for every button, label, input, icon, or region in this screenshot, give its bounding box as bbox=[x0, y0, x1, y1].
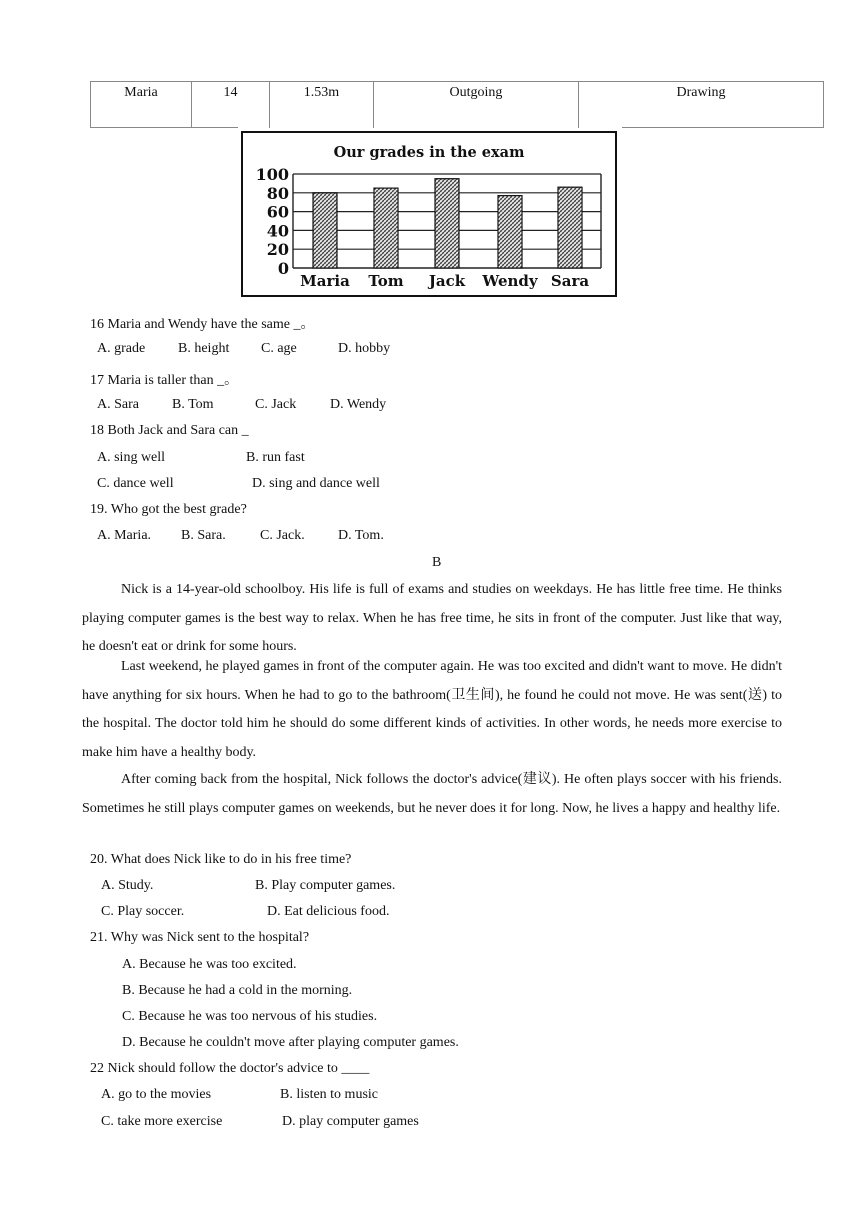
grades-chart bbox=[241, 131, 617, 297]
passage-paragraph-2: Last weekend, he played games in front of the computer again. He was too excited and didn't want to move. He didn't have anything for six hours. When he had to go to the bathroom(卫生间), he found he could not move. He was sent(送) to the hospital. The doctor told him he should do some different kinds of activities. In other words, he needs more exercise to make him have a healthy body. bbox=[82, 659, 782, 760]
x-tick-label: Tom bbox=[368, 272, 404, 290]
option-21-c[interactable]: C. Because he was too nervous of his studies. bbox=[122, 1009, 378, 1024]
passage-paragraph-3: After coming back from the hospital, Nick follows the doctor's advice(建议). He often plays soccer with his friends. Sometimes he still plays computer games on weekends, but he never does it for long. Now, he lives a happy and healthy life. bbox=[82, 772, 782, 816]
option-18-a[interactable]: A. sing well bbox=[97, 450, 166, 465]
y-tick-label: 100 bbox=[255, 165, 289, 184]
question-16: 16 Maria and Wendy have the same _。 bbox=[90, 317, 315, 332]
option-22-d[interactable]: D. play computer games bbox=[282, 1114, 419, 1129]
y-tick-label: 40 bbox=[266, 221, 289, 241]
table-bottom-border bbox=[622, 127, 823, 128]
option-16-d[interactable]: D. hobby bbox=[338, 341, 391, 356]
option-16-c[interactable]: C. age bbox=[261, 341, 297, 356]
option-21-b[interactable]: B. Because he had a cold in the morning. bbox=[122, 983, 353, 998]
section-heading: B bbox=[432, 555, 442, 570]
question-22: 22 Nick should follow the doctor's advice to ____ bbox=[90, 1061, 370, 1076]
bar-wendy bbox=[498, 196, 522, 268]
option-19-a[interactable]: A. Maria. bbox=[97, 528, 152, 543]
option-18-c[interactable]: C. dance well bbox=[97, 476, 174, 491]
passage-paragraph-1: Nick is a 14-year-old schoolboy. His life is full of exams and studies on weekdays. He has little free time. He thinks playing computer games is the best way to relax. When he has free time, he sits in front of the computer. Just like that way, he doesn't eat or drink for some hours. bbox=[82, 582, 782, 654]
option-22-a[interactable]: A. go to the movies bbox=[101, 1087, 212, 1102]
bar-tom bbox=[374, 188, 398, 268]
option-17-c[interactable]: C. Jack bbox=[255, 397, 297, 412]
question-20: 20. What does Nick like to do in his free time? bbox=[90, 852, 352, 867]
option-21-a[interactable]: A. Because he was too excited. bbox=[122, 957, 297, 972]
option-19-b[interactable]: B. Sara. bbox=[181, 528, 226, 543]
option-22-b[interactable]: B. listen to music bbox=[280, 1087, 378, 1102]
question-21: 21. Why was Nick sent to the hospital? bbox=[90, 930, 310, 945]
question-19: 19. Who got the best grade? bbox=[90, 502, 247, 517]
option-18-d[interactable]: D. sing and dance well bbox=[252, 476, 380, 491]
table-cell-name: Maria bbox=[124, 85, 158, 100]
table-cell-hobby: Drawing bbox=[676, 85, 726, 100]
question-18: 18 Both Jack and Sara can _ bbox=[90, 423, 249, 438]
bar-maria bbox=[313, 193, 337, 268]
y-tick-label: 60 bbox=[266, 202, 289, 222]
chart-plot bbox=[243, 133, 615, 295]
option-17-b[interactable]: B. Tom bbox=[172, 397, 214, 412]
option-17-a[interactable]: A. Sara bbox=[97, 397, 139, 412]
option-19-d[interactable]: D. Tom. bbox=[338, 528, 384, 543]
option-20-c[interactable]: C. Play soccer. bbox=[101, 904, 185, 919]
x-tick-label: Sara bbox=[550, 272, 590, 290]
option-19-c[interactable]: C. Jack. bbox=[260, 528, 305, 543]
option-21-d[interactable]: D. Because he couldn't move after playing computer games. bbox=[122, 1035, 459, 1050]
table-cell-personality: Outgoing bbox=[449, 85, 503, 100]
question-17: 17 Maria is taller than _。 bbox=[90, 373, 239, 388]
table-cell-age: 14 bbox=[223, 85, 238, 100]
option-20-b[interactable]: B. Play computer games. bbox=[255, 878, 396, 893]
chart-title: Our grades in the exam bbox=[333, 144, 525, 161]
option-18-b[interactable]: B. run fast bbox=[246, 450, 305, 465]
table-bottom-border bbox=[90, 127, 238, 128]
x-tick-label: Wendy bbox=[482, 272, 538, 290]
y-tick-label: 20 bbox=[266, 240, 289, 260]
option-16-b[interactable]: B. height bbox=[178, 341, 230, 356]
y-tick-label: 80 bbox=[266, 183, 289, 203]
option-16-a[interactable]: A. grade bbox=[97, 341, 146, 356]
bar-jack bbox=[435, 179, 459, 268]
option-22-c[interactable]: C. take more exercise bbox=[101, 1114, 223, 1129]
bar-sara bbox=[558, 187, 582, 268]
option-20-a[interactable]: A. Study. bbox=[101, 878, 154, 893]
option-17-d[interactable]: D. Wendy bbox=[330, 397, 387, 412]
x-tick-label: Jack bbox=[428, 272, 466, 290]
y-tick-label: 0 bbox=[277, 259, 289, 278]
x-tick-label: Maria bbox=[300, 272, 350, 290]
table-cell-height: 1.53m bbox=[303, 85, 340, 100]
info-table-row bbox=[90, 81, 824, 128]
option-20-d[interactable]: D. Eat delicious food. bbox=[267, 904, 390, 919]
